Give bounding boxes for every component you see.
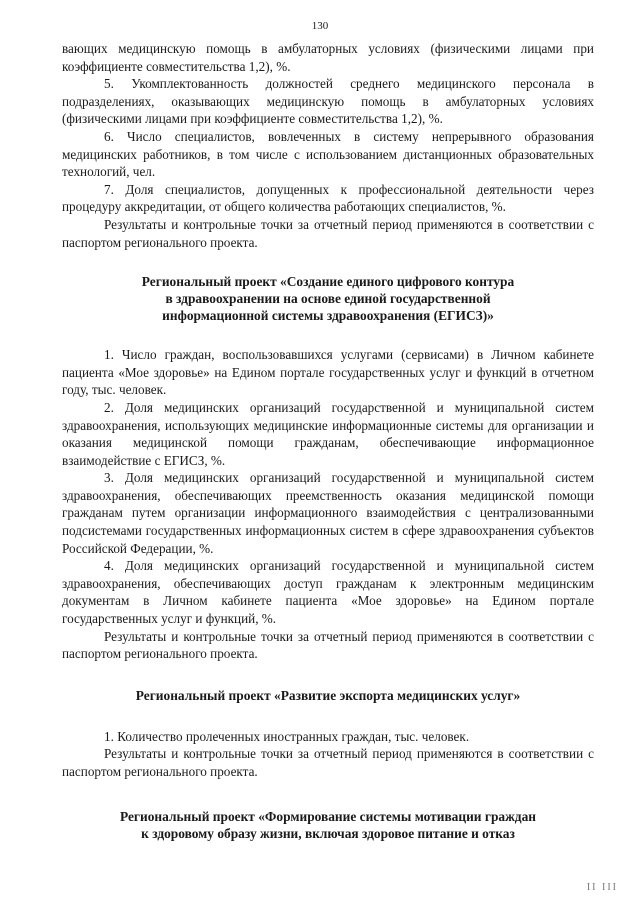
section-heading-motivation [62,808,594,842]
list-item: 2. Доля медицинских организаций государственной и муниципальной систем здравоохранения, использующих медицинские информационные системы для организации и оказания медицинской помощи гражданам, обеспечивающие информационное взаимодействие с ЕГИСЗ, %. [62,399,594,468]
list-item: 6. Число специалистов, вовлеченных в систему непрерывного образования медицинских работников, в том числе с использованием дистанционных образовательных технологий, чел. [62,128,594,180]
heading-line: Региональный проект «Создание единого цифрового контура [141,274,515,290]
page-body [62,40,594,842]
section-heading-egisz [62,273,594,324]
results-paragraph: Результаты и контрольные точки за отчетный период применяются в соответствии с паспортом регионального проекта. [62,628,594,662]
heading-line: к здоровому образу жизни, включая здоровое питание и отказ [141,825,515,841]
list-item: 1. Количество пролеченных иностранных граждан, тыс. человек. [104,728,470,744]
results-paragraph: Результаты и контрольные точки за отчетный период применяются в соответствии с паспортом регионального проекта. [62,216,594,250]
continuation-paragraph: вающих медицинскую помощь в амбулаторных условиях (физическими лицами при коэффициенте совместительства 1,2), %. [62,41,594,74]
page-number: 130 [311,20,329,32]
list-item: 7. Доля специалистов, допущенных к профессиональной деятельности через процедуру аккредитации, от общего количества работающих специалистов, %. [62,181,594,215]
list-item: 4. Доля медицинских организаций государственной и муниципальной систем здравоохранения, обеспечивающих доступ гражданам к электронным медицинским документам в Личном кабинете пациента «Мое здоровье» на Едином портале государственных услуг и функций, %. [62,558,594,627]
results-paragraph: Результаты и контрольные точки за отчетный период применяются в соответствии с паспортом регионального проекта. [62,746,594,779]
heading-line: информационной системы здравоохранения (ЕГИСЗ)» [162,308,494,324]
section-heading-export [62,687,594,704]
heading-line: Региональный проект «Развитие экспорта медицинских услуг» [135,687,521,703]
list-item: 3. Доля медицинских организаций государственной и муниципальной систем здравоохранения, обеспечивающих преемственность оказания медицинской помощи гражданам путем организации информационного взаимодействия с централизованными подсистемами государственных информационных систем в сфере здравоохранения субъектов Российской Федерации, %. [62,470,594,556]
list-item: 5. Укомплектованность должностей среднего медицинского персонала в подразделениях, оказывающих медицинскую помощь в амбулаторных условиях (физическими лицами при коэффициенте совместительства 1,2), %. [62,76,594,127]
list-item: 1. Число граждан, воспользовавшихся услугами (сервисами) в Личном кабинете пациента «Мое здоровье» на Едином портале государственных услуг и функций в отчетном году, тыс. человек. [62,347,594,398]
footer-mark: II III [586,882,618,893]
heading-line: в здравоохранении на основе единой государственной [165,291,491,307]
heading-line: Региональный проект «Формирование системы мотивации граждан [119,808,536,824]
